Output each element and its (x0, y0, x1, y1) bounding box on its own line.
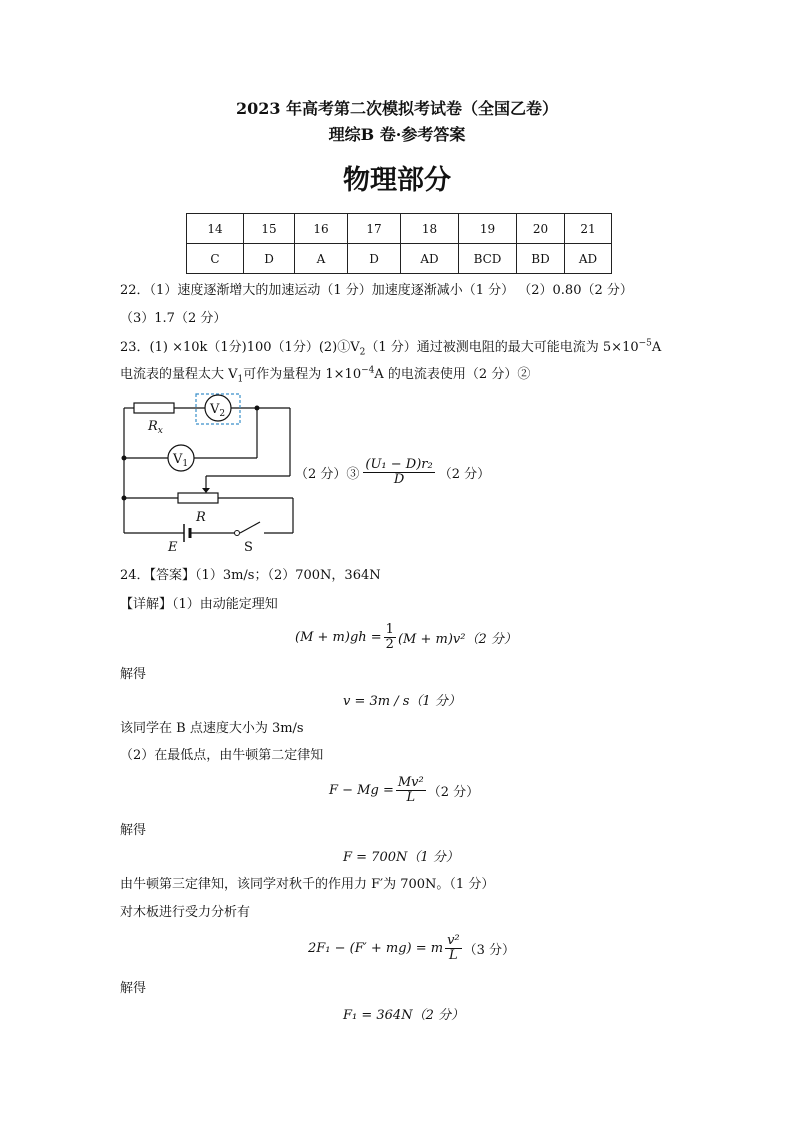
q22-line2: （3）1.7（2 分） (120, 311, 227, 326)
question-number: 14 (187, 214, 244, 244)
rheostat-label: R (196, 510, 206, 525)
junction-dot (122, 496, 127, 501)
q24-text3: 由牛顿第三定律知，该同学对秋千的作用力 F′为 700N。（1 分） (120, 877, 495, 892)
q23-formula: （2 分）③ $\frac{\text{(U₁ − D)r₂}}{D}$ （2 分） (295, 456, 491, 487)
v2-label: $V_2$ (210, 402, 226, 419)
circuit-diagram (110, 388, 310, 558)
solve-label: 解得 (120, 981, 147, 996)
answer-cell: A (295, 244, 348, 274)
answer-cell: D (348, 244, 401, 274)
q24-text1: 该同学在 B 点速度大小为 3m/s (120, 721, 304, 736)
answer-cell: BD (517, 244, 565, 274)
solve-label: 解得 (120, 823, 147, 838)
answer-table-numbers-row (187, 214, 612, 244)
answer-table (186, 213, 612, 274)
question-number: 18 (401, 214, 459, 244)
switch-label: S (244, 540, 253, 555)
exam-title: 2023 年高考第二次模拟考试卷（全国乙卷） (235, 99, 559, 118)
question-number: 20 (517, 214, 565, 244)
q24-detail: 【详解】（1）由动能定理知 (120, 597, 278, 612)
slider-arrow (202, 488, 210, 493)
v1-label: $V_1$ (173, 452, 189, 469)
q24-text4: 对木板进行受力分析有 (120, 905, 251, 920)
junction-dot (122, 456, 127, 461)
solve-label: 解得 (120, 667, 147, 682)
q23-line1: 23．(1) ×10k（1分)100（1分）$(2)①V_2(1$ 分）通过被测电阻的最大可能电流为 $5\times 10^{-5}A$ (120, 338, 662, 358)
battery-label: E (168, 540, 178, 555)
resistance-formula: $\frac{\text{(U₁ − D)r₂}}{D}$ (365, 456, 433, 487)
answer-table-answers-row (187, 244, 612, 274)
eq-board-forces: 2F₁ − (F′ + mg) = m $\frac{\text{v²}}{L}$ （3 分） (308, 932, 516, 963)
rheostat (178, 493, 218, 503)
exam-subtitle: 理综B 卷·参考答案 (328, 125, 466, 144)
junction-dot (255, 406, 260, 411)
q23-line2: 电流表的量程太大 $V_1$可作为量程为 $1\times 10^{-4}A$ 的电流表使用（2 分）② (120, 365, 531, 385)
question-number: 15 (244, 214, 295, 244)
eq-newton-second: F − Mg = $\frac{\text{Mv²}}{L}$ （2 分） (329, 774, 480, 805)
answer-cell: BCD (459, 244, 517, 274)
answer-cell: AD (401, 244, 459, 274)
eq-kinetic-energy: (M + m)gh = $\frac{1}{2}$ (M + m)v²（2 分） (295, 621, 517, 652)
eq-force: F = 700N（1 分） (343, 850, 459, 865)
q24-answer: 24．【答案】（1）3m/s；（2）700N，364N (120, 568, 381, 583)
rx-label: $R_x$ (148, 419, 163, 436)
switch-contact (235, 531, 240, 536)
eq-tension: F₁ = 364N（2 分） (343, 1008, 464, 1023)
question-number: 21 (565, 214, 612, 244)
answer-cell: C (187, 244, 244, 274)
q22-line1: 22．（1）速度逐渐增大的加速运动（1 分）加速度逐渐减小（1 分） （2）0.80（2 分） (120, 283, 633, 298)
answer-cell: D (244, 244, 295, 274)
eq-velocity: v = 3m / s（1 分） (343, 694, 461, 709)
q24-text2: （2）在最低点，由牛顿第二定律知 (120, 748, 324, 763)
question-number: 17 (348, 214, 401, 244)
question-number: 19 (459, 214, 517, 244)
section-title: 物理部分 (343, 165, 451, 196)
answer-cell: AD (565, 244, 612, 274)
rx-resistor (134, 403, 174, 413)
question-number: 16 (295, 214, 348, 244)
